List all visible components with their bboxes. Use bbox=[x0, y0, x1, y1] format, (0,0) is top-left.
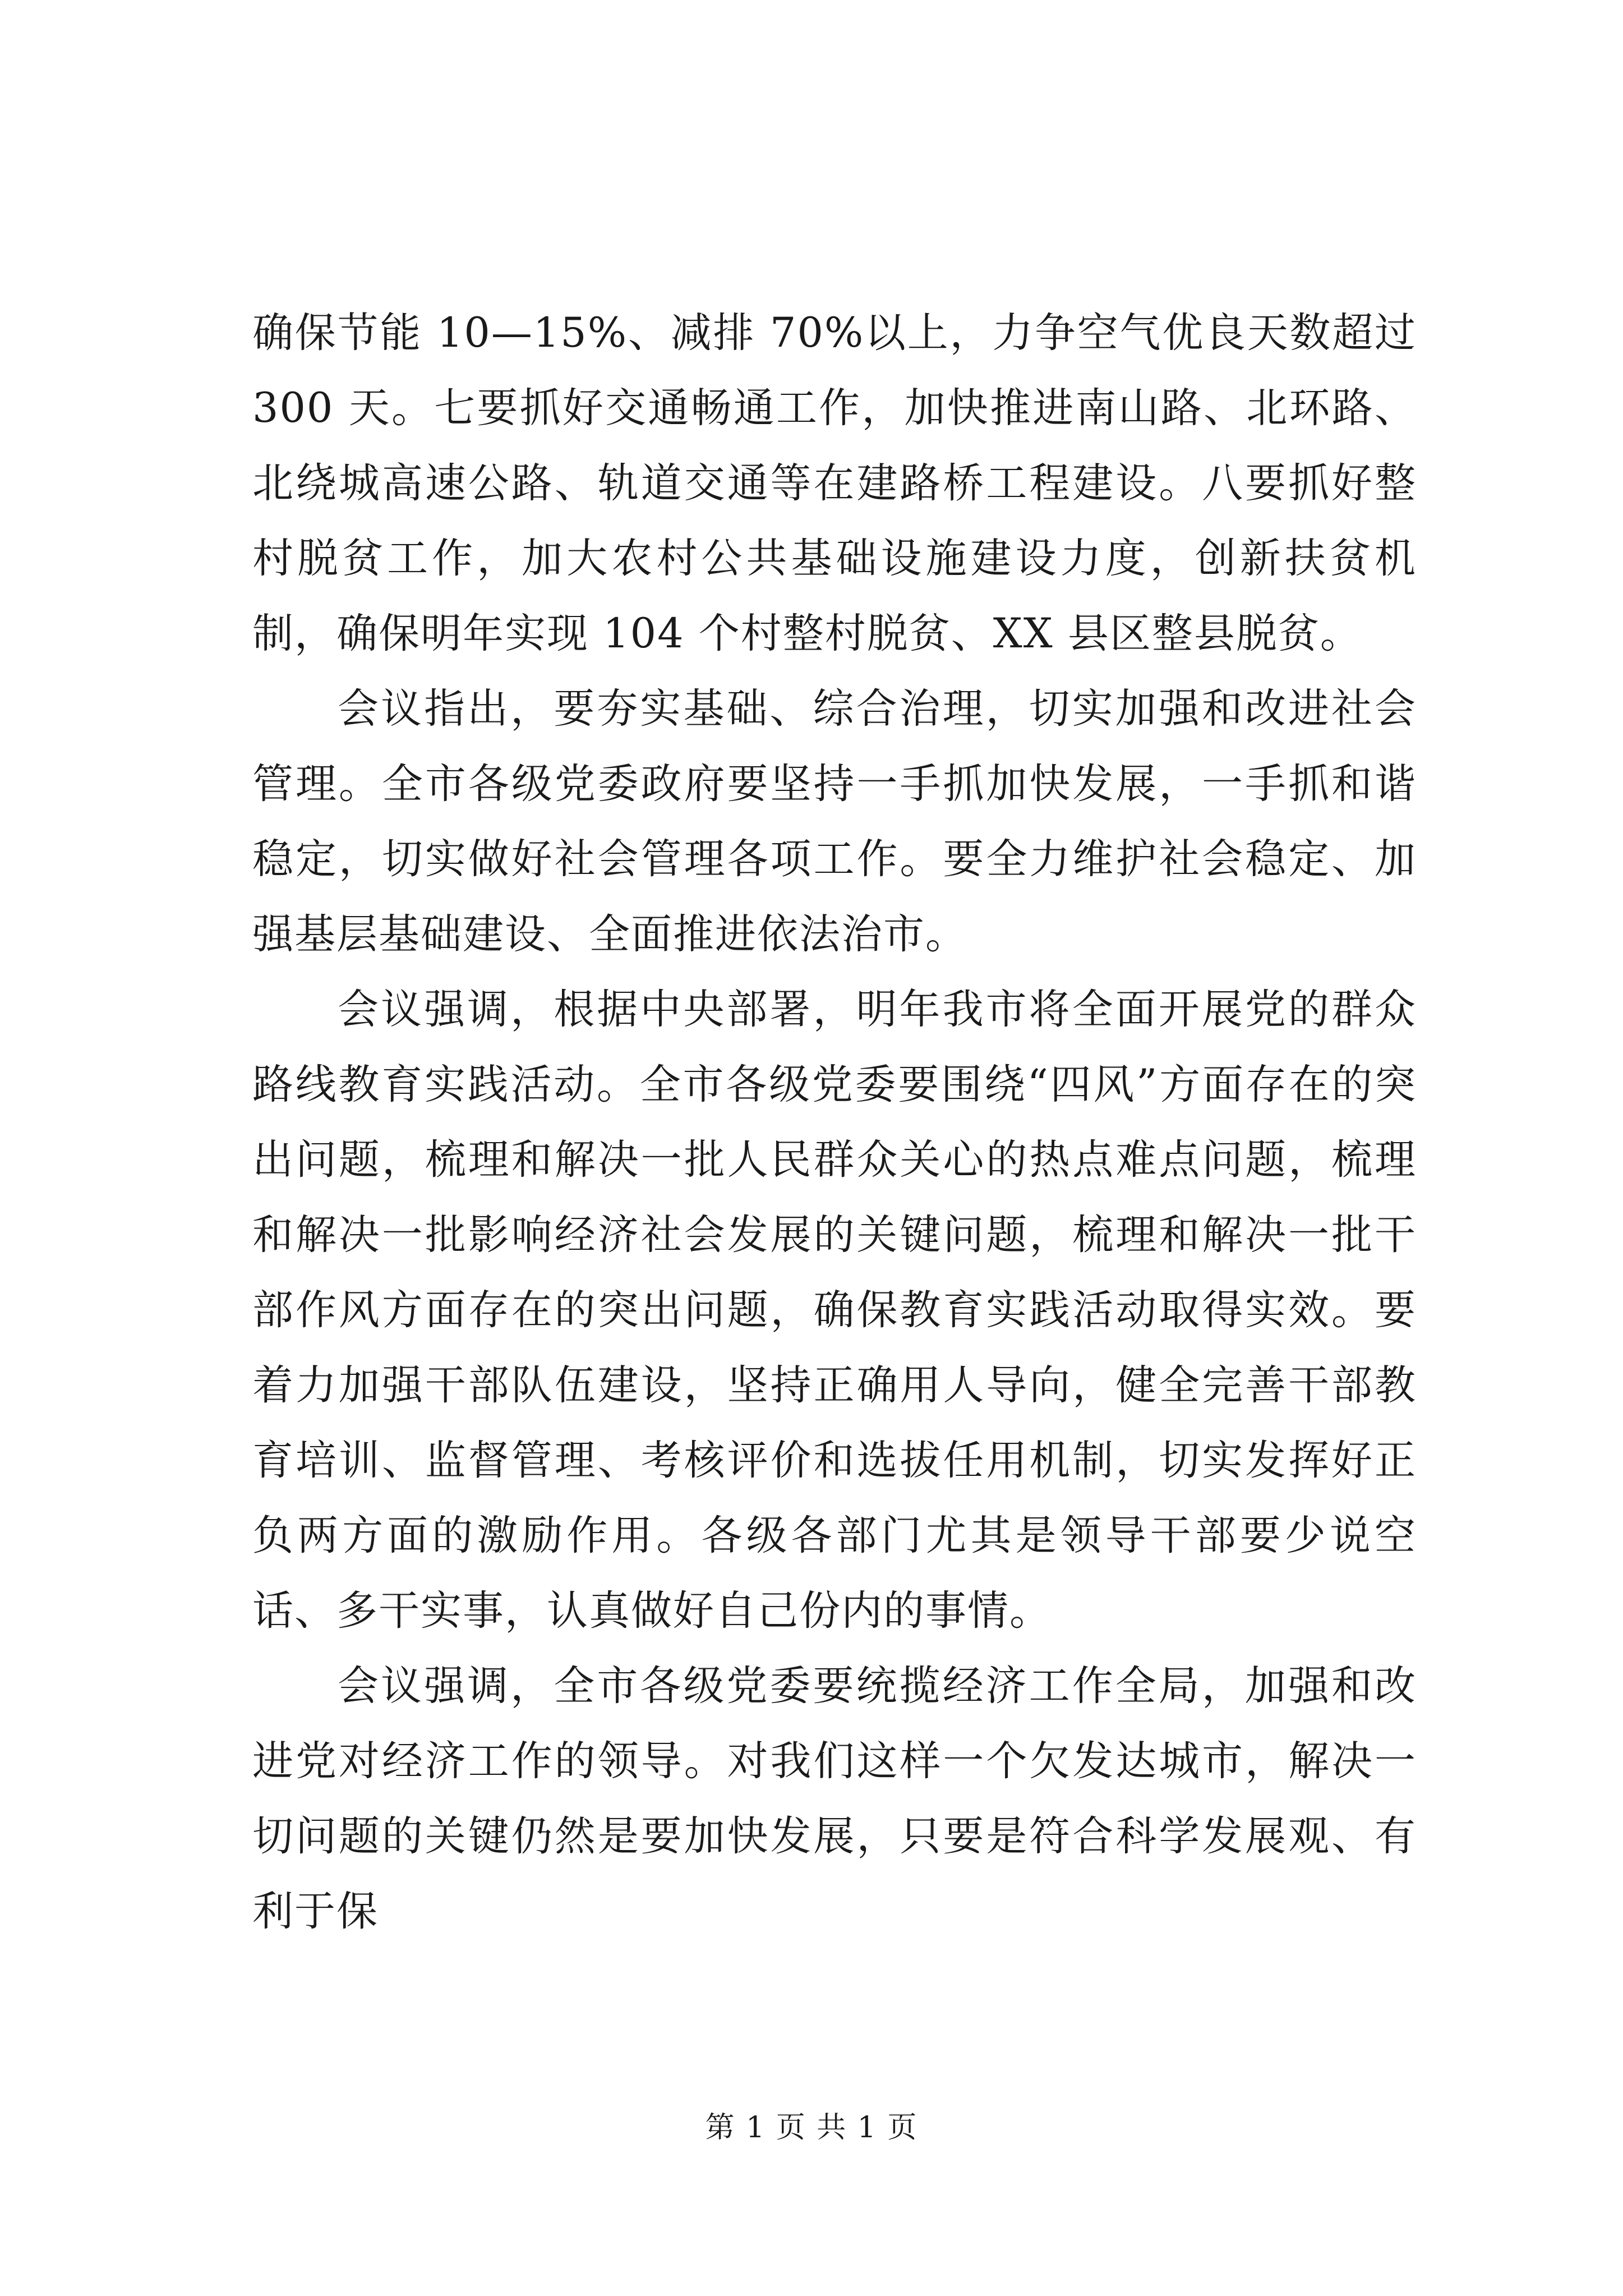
paragraph-4: 会议强调，全市各级党委要统揽经济工作全局，加强和改进党对经济工作的领导。对我们这样一个欠发达城市，解决一切问题的关键仍然是要加快发展，只要是符合科学发展观、有利于保 bbox=[252, 1662, 1417, 1935]
page-footer: 第 1 页 共 1 页 bbox=[705, 2111, 918, 2145]
paragraph-3: 会议强调，根据中央部署，明年我市将全面开展党的群众路线教育实践活动。全市各级党委要围绕“四风”方面存在的突出问题，梳理和解决一批人民群众关心的热点难点问题，梳理和解决一批影响经济社会发展的关键问题，梳理和解决一批干部作风方面存在的突出问题，确保教育实践活动取得实效。要着力加强干部队伍建设，坚持正确用人导向，健全完善干部教育培训、监督管理、考核评价和选拔任用机制，切实发挥好正负两方面的激励作用。各级各部门尤其是领导干部要少说空话、多干实事，认真做好自己份内的事情。 bbox=[252, 986, 1417, 1635]
paragraph-2: 会议指出，要夯实基础、综合治理，切实加强和改进社会管理。全市各级党委政府要坚持一手抓加快发展，一手抓和谐稳定，切实做好社会管理各项工作。要全力维护社会稳定、加强基层基础建设、全面推进依法治市。 bbox=[252, 685, 1417, 958]
document-body bbox=[252, 296, 1417, 1949]
paragraph-1: 确保节能 10—15%、减排 70%以上，力争空气优良天数超过 300 天。七要抓好交通畅通工作，加快推进南山路、北环路、北绕城高速公路、轨道交通等在建路桥工程建设。八要抓好整村脱贫工作，加大农村公共基础设施建设力度，创新扶贫机制，确保明年实现 104 个村整村脱贫、XX 县区整县脱贫。 bbox=[252, 309, 1417, 657]
